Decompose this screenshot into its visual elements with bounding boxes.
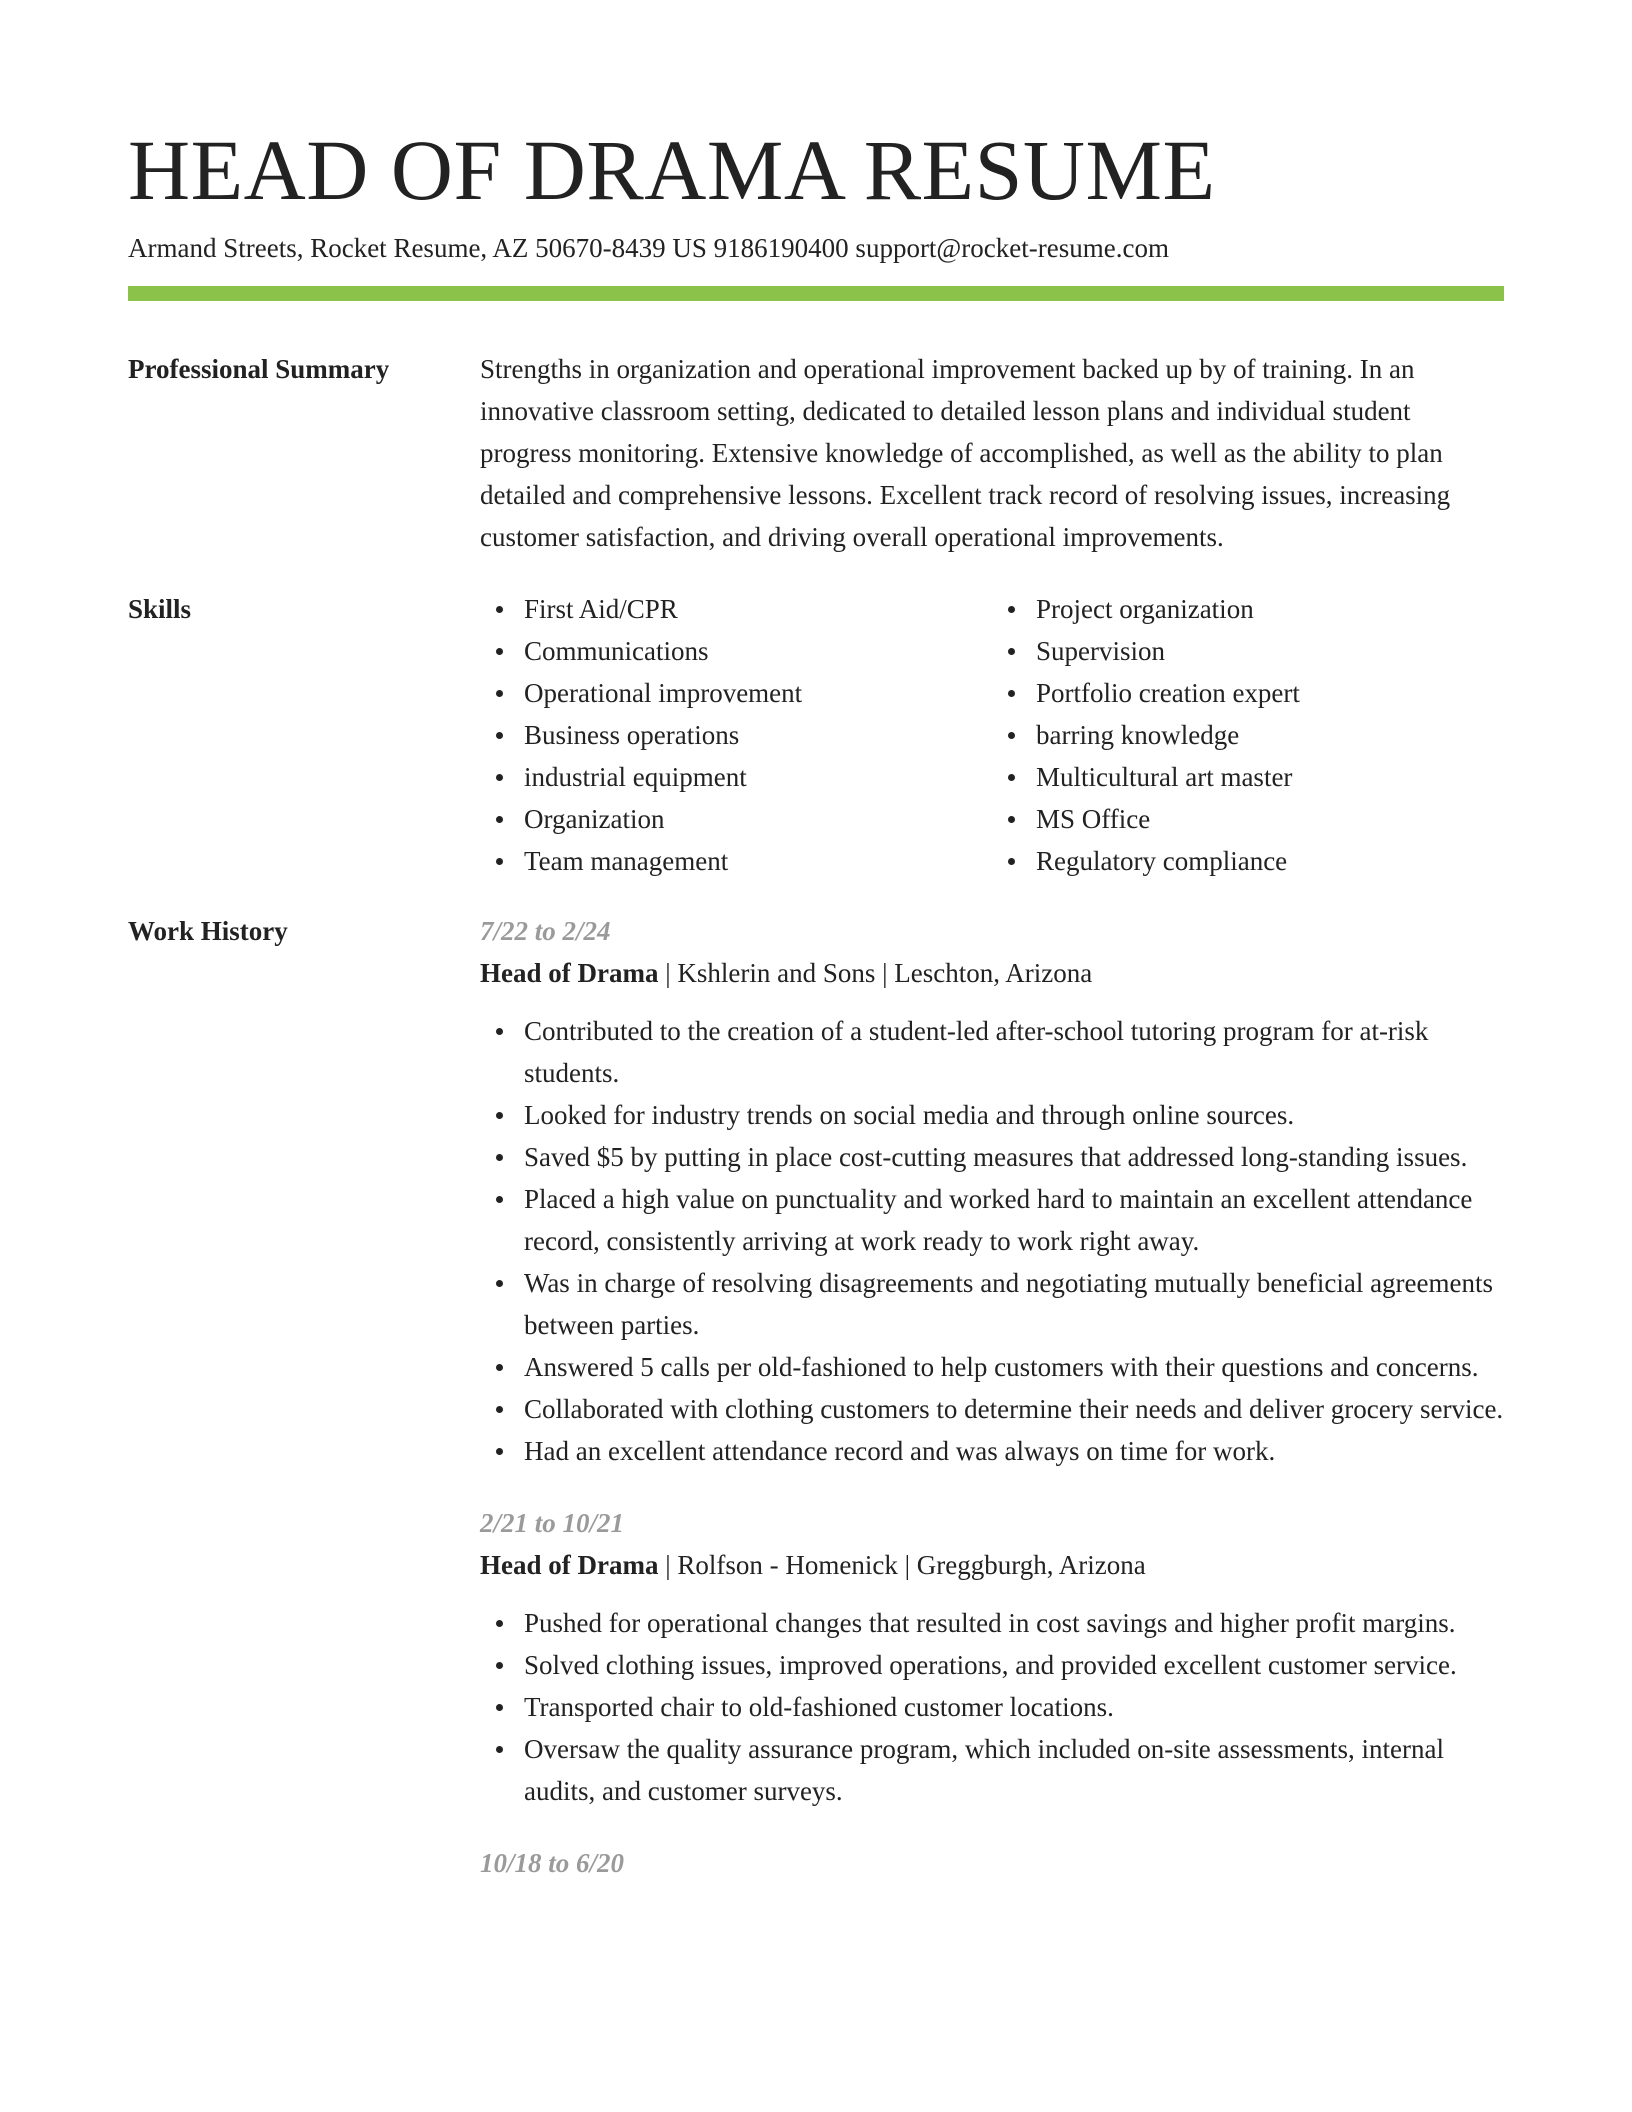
skill-item: barring knowledge [1036, 714, 1504, 756]
skill-item: Operational improvement [524, 672, 992, 714]
work-history-heading: Work History [128, 916, 288, 946]
job-entry [480, 910, 1504, 1472]
job-bullet: Collaborated with clothing customers to determine their needs and deliver grocery service. [524, 1388, 1504, 1430]
skill-item: Project organization [1036, 588, 1504, 630]
summary-text: Strengths in organization and operational improvement backed up by of training. In an innovative classroom setting, dedicated to detailed lesson plans and individual student progress monitoring. Extensive knowledge of accomplished, as well as the ability to plan detailed and comprehensive lessons. Excellent track record of resolving issues, increasing customer satisfaction, and driving overall operational improvements. [480, 354, 1451, 552]
job-dates: 2/21 to 10/21 [480, 1508, 625, 1538]
job-bullet: Had an excellent attendance record and was always on time for work. [524, 1430, 1504, 1472]
job-employer-location: | Kshlerin and Sons | Leschton, Arizona [658, 958, 1093, 988]
skill-item: MS Office [1036, 798, 1504, 840]
job-bullets [480, 1010, 1504, 1472]
skills-heading: Skills [128, 594, 192, 624]
skill-item: Communications [524, 630, 992, 672]
job-bullet: Was in charge of resolving disagreements and negotiating mutually beneficial agreements between parties. [524, 1262, 1504, 1346]
skill-item: Team management [524, 840, 992, 882]
job-bullet: Looked for industry trends on social media and through online sources. [524, 1094, 1504, 1136]
skill-item: Business operations [524, 714, 992, 756]
job-bullet: Transported chair to old-fashioned customer locations. [524, 1686, 1504, 1728]
job-entry [480, 1842, 1504, 1884]
job-bullets [480, 1602, 1504, 1812]
job-bullet: Answered 5 calls per old-fashioned to help customers with their questions and concerns. [524, 1346, 1504, 1388]
summary-body [480, 348, 1504, 558]
resume-title: HEAD OF DRAMA RESUME [128, 122, 1216, 218]
job-bullet: Placed a high value on punctuality and worked hard to maintain an excellent attendance record, consistently arriving at work ready to work right away. [524, 1178, 1504, 1262]
job-title: Head of Drama [480, 958, 659, 988]
skill-item: Multicultural art master [1036, 756, 1504, 798]
job-heading [480, 1544, 1504, 1586]
skill-item: industrial equipment [524, 756, 992, 798]
header-divider [128, 286, 1504, 301]
job-employer-location: | Rolfson - Homenick | Greggburgh, Arizona [658, 1550, 1146, 1580]
job-entry [480, 1502, 1504, 1812]
contact-info: Armand Streets, Rocket Resume, AZ 50670-8439 US 9186190400 support@rocket-resume.com [128, 233, 1169, 263]
job-bullet: Solved clothing issues, improved operations, and provided excellent customer service. [524, 1644, 1504, 1686]
job-dates: 10/18 to 6/20 [480, 1848, 625, 1878]
job-bullet: Contributed to the creation of a student-led after-school tutoring program for at-risk students. [524, 1010, 1504, 1094]
work-history-body [480, 910, 1504, 1914]
skill-item: Regulatory compliance [1036, 840, 1504, 882]
summary-heading: Professional Summary [128, 354, 390, 384]
skill-item: Portfolio creation expert [1036, 672, 1504, 714]
job-bullet: Oversaw the quality assurance program, which included on-site assessments, internal audits, and customer surveys. [524, 1728, 1504, 1812]
job-heading [480, 952, 1504, 994]
skill-item: First Aid/CPR [524, 588, 992, 630]
job-bullet: Pushed for operational changes that resulted in cost savings and higher profit margins. [524, 1602, 1504, 1644]
skills-list-right [992, 588, 1504, 882]
skills-body [480, 588, 1504, 882]
job-dates: 7/22 to 2/24 [480, 916, 611, 946]
skill-item: Organization [524, 798, 992, 840]
skills-list-left [480, 588, 992, 882]
job-title: Head of Drama [480, 1550, 659, 1580]
skill-item: Supervision [1036, 630, 1504, 672]
job-bullet: Saved $5 by putting in place cost-cutting measures that addressed long-standing issues. [524, 1136, 1504, 1178]
